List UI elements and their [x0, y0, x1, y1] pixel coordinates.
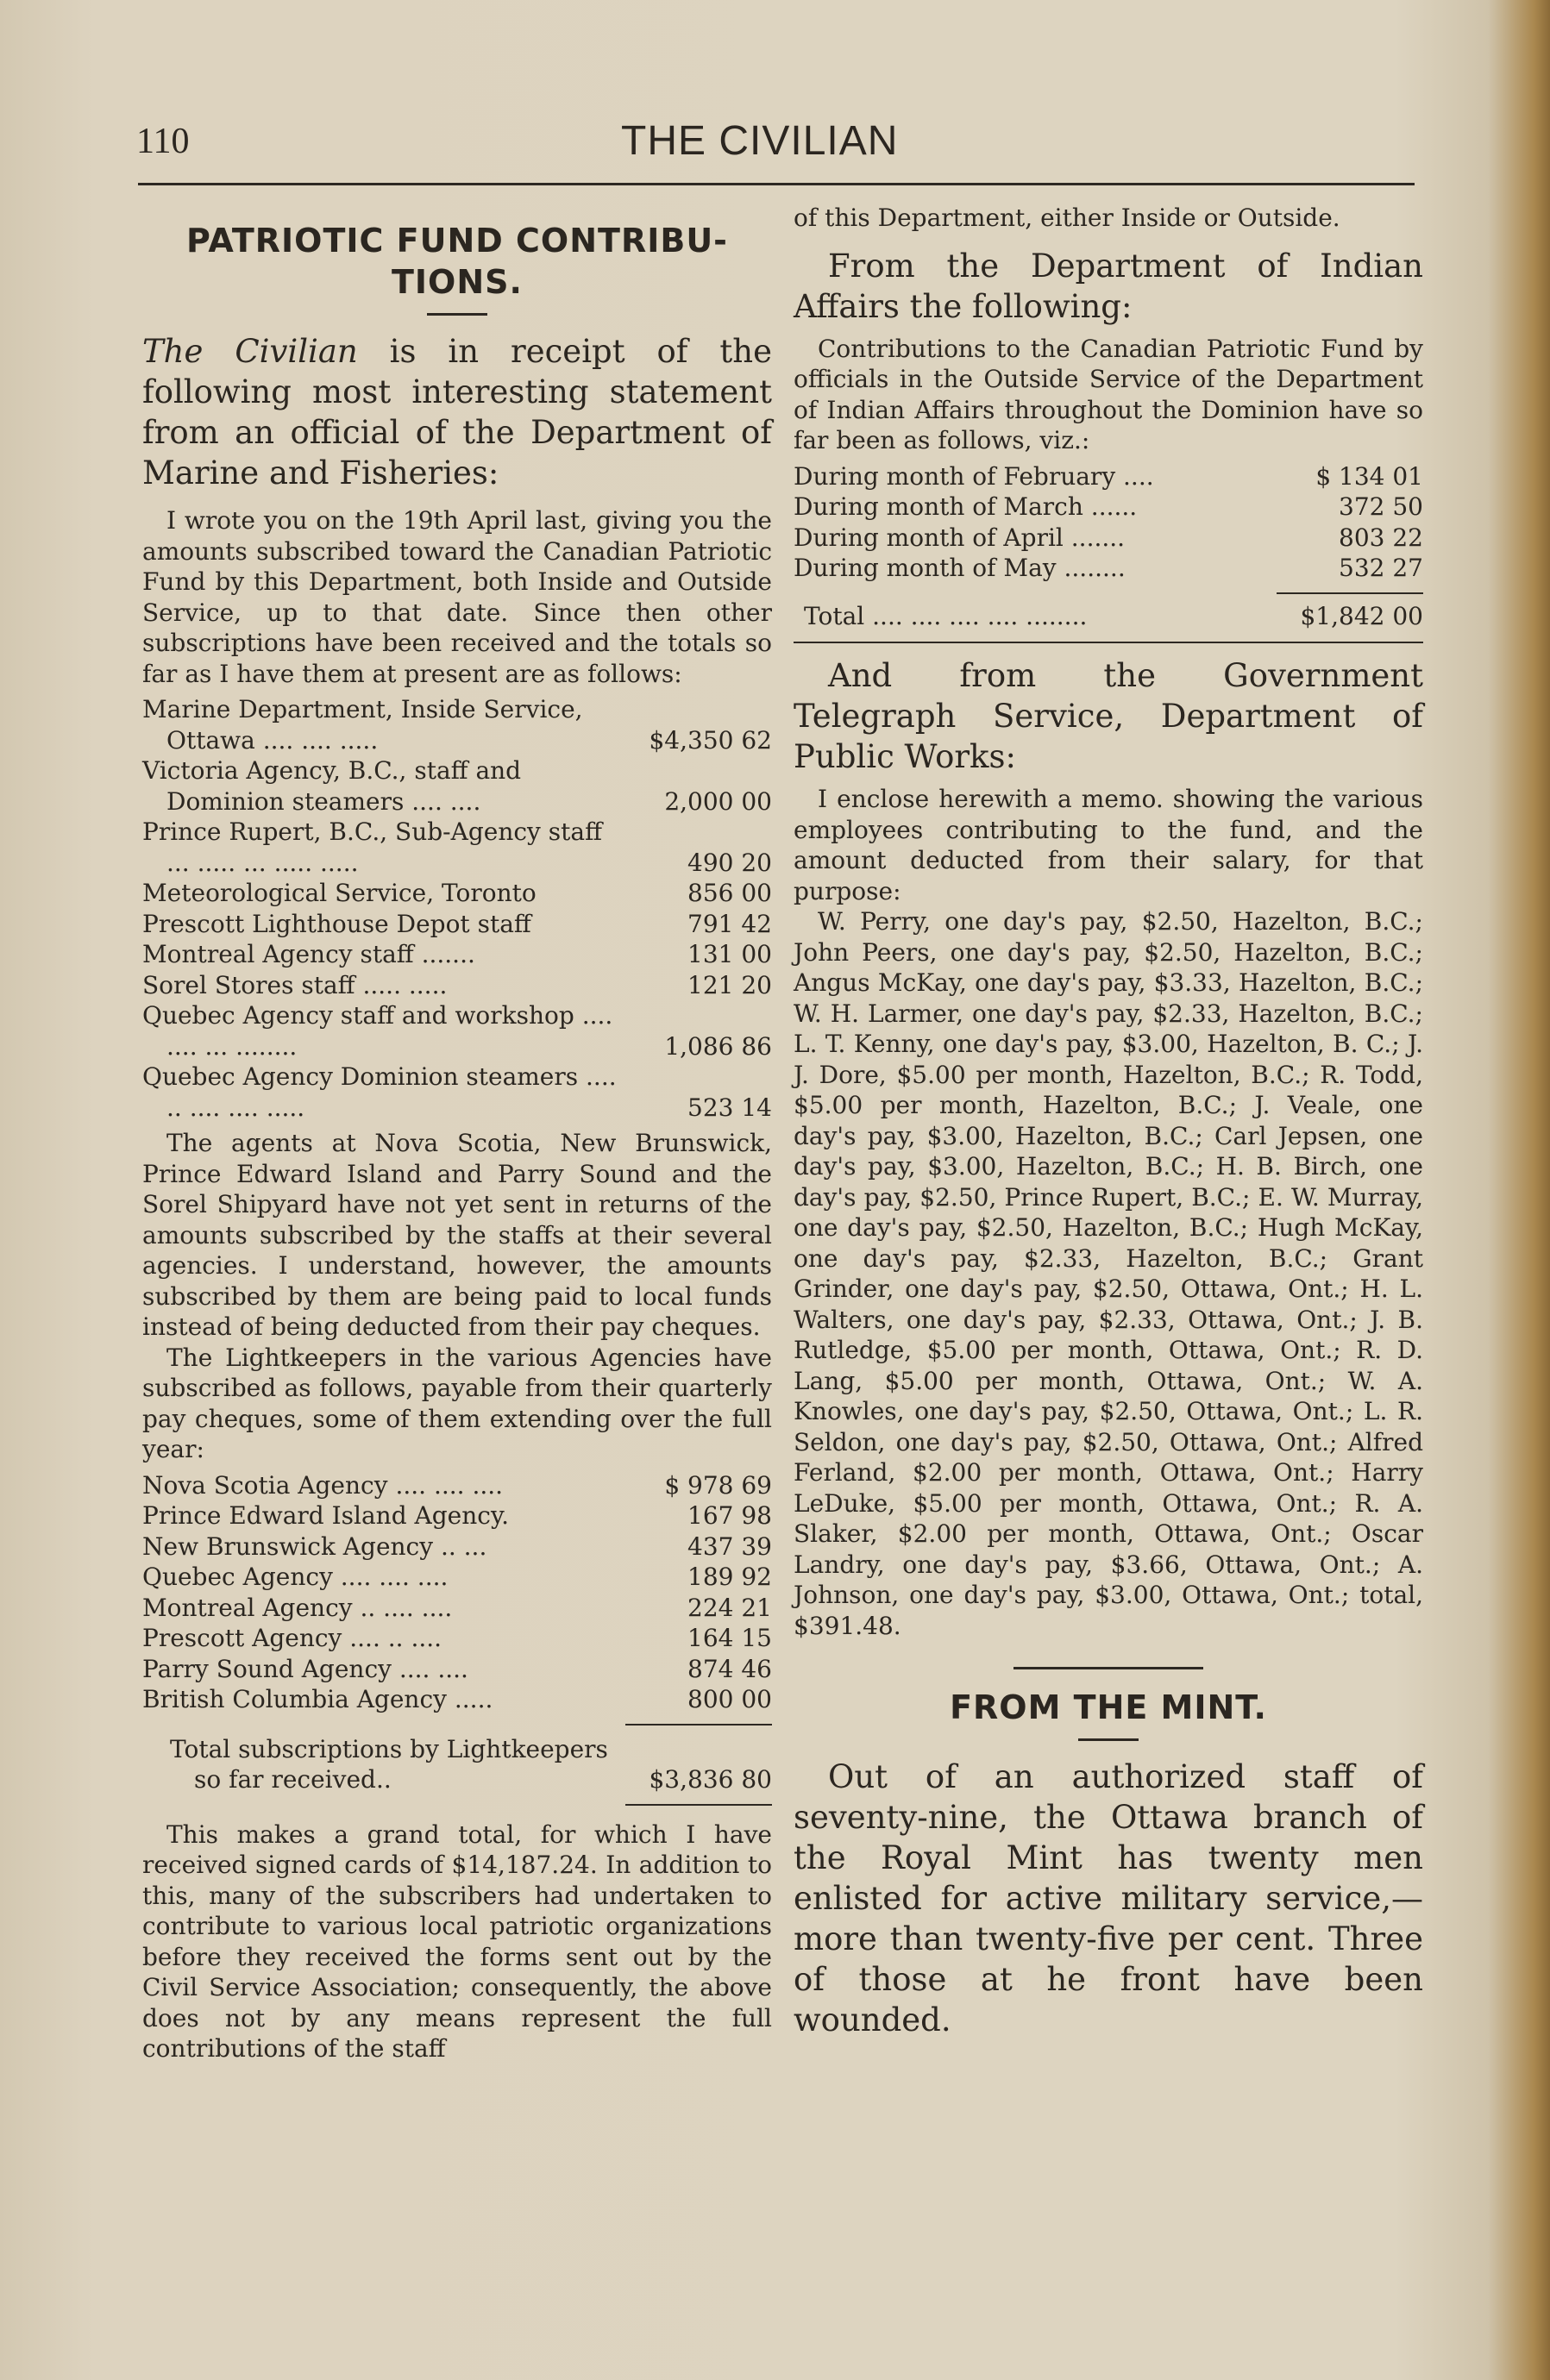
lightkeepers-table-row [142, 1593, 772, 1624]
lightkeepers-table-label: British Columbia Agency ..... [142, 1685, 493, 1713]
indian-affairs-table [794, 461, 1423, 584]
lightkeepers-table-label: Quebec Agency .... .... .... [142, 1563, 449, 1591]
marine-table-row [142, 939, 772, 970]
lightkeepers-table-label: Parry Sound Agency .... .... [142, 1654, 468, 1683]
letter-paragraph-4: This makes a grand total, for which I have received signed cards of $14,187.24. In addition to this, many of the subscribers had undertaken to contribute to various local patriotic organizations before they received the forms sent out by the Civil Service Association; consequently, the above does not by any means represent the full contributions of the staff [142, 1819, 772, 2063]
article-heading-patriotic-fund: PATRIOTIC FUND CONTRIBU-TIONS. [186, 222, 728, 301]
telegraph-heading: And from the Government Telegraph Service, Department of Public Works: [794, 657, 1423, 775]
marine-table-amount: 856 00 [687, 879, 772, 907]
telegraph-paragraph-1: I enclose herewith a memo. showing the various employees contributing to the fund, and the amount deducted from their salary, for that purpose: [794, 785, 1423, 905]
marine-table-row [142, 817, 772, 878]
letter-paragraph-3: The Lightkeepers in the various Agencies have subscribed as follows, payable from their quarterly pay cheques, some of them extending over the full year: [142, 1343, 772, 1463]
letter-paragraph-2: The agents at Nova Scotia, New Brunswick, Prince Edward Island and Parry Sound and the Sorel Shipyard have not yet sent in returns of the amounts subscribed by the staffs at their several agencies. I understand, however, the amounts subscribed by them are being paid to local funds instead of being deducted from their pay cheques. [142, 1129, 772, 1341]
marine-table-row [142, 970, 772, 1001]
lightkeepers-table-row [142, 1500, 772, 1531]
intro-text: is in receipt of the following most interesting statement from an official of the Department of Marine and Fisheries: [142, 333, 772, 492]
marine-table-row [142, 878, 772, 909]
indian-affairs-total [794, 601, 1423, 632]
marine-table-row [142, 909, 772, 940]
marine-table-amount: 791 42 [687, 909, 772, 938]
marine-table-label: Prince Rupert, B.C., Sub-Agency staff ... ..... ... ..... ..... [142, 817, 602, 877]
months-table-row [794, 553, 1423, 584]
months-table-amount: 803 22 [1339, 523, 1423, 552]
months-table-label: During month of May ........ [794, 554, 1126, 582]
intro-italic: The Civilian [142, 333, 358, 370]
lightkeepers-table-amount: 437 39 [687, 1531, 772, 1561]
lightkeepers-table-amount: 167 98 [687, 1501, 772, 1530]
months-table-row [794, 523, 1423, 554]
months-table-label: During month of February .... [794, 461, 1154, 491]
letter-paragraph-1: I wrote you on the 19th April last, giving you the amounts subscribed toward the Canadian Patriotic Fund by this Department, both Inside and Outside Service, up to that date. Since then other subscriptions have been received and the totals so far as I have them at present are as follows: [142, 506, 772, 688]
page-header [0, 112, 1550, 181]
marine-table-label: Meteorological Service, Toronto [142, 879, 537, 907]
sum-rule [625, 1724, 772, 1726]
marine-table-label: Quebec Agency Dominion steamers .... .. .... .... ..... [142, 1062, 617, 1122]
lightkeepers-table-row [142, 1531, 772, 1563]
lightkeepers-table-label: Montreal Agency .. .... .... [142, 1593, 453, 1622]
lightkeepers-table-label: Prince Edward Island Agency. [142, 1501, 509, 1530]
marine-table-label: Quebec Agency staff and workshop .... .... ... ........ [142, 1001, 613, 1061]
publication-title: THE CIVILIAN [621, 118, 899, 164]
marine-table-row [142, 755, 772, 817]
months-table-row [794, 492, 1423, 523]
marine-table-label: Marine Department, Inside Service, Ottawa .... .... ..... [142, 695, 583, 755]
marine-table-amount: 490 20 [687, 848, 772, 877]
months-sum-rule [1277, 592, 1423, 594]
article-heading-mint: FROM THE MINT. [950, 1688, 1267, 1726]
marine-table-amount: 1,086 86 [664, 1031, 772, 1061]
lightkeepers-table-amount: 189 92 [687, 1563, 772, 1591]
intro-paragraph [142, 331, 772, 493]
lightkeepers-table-row [142, 1684, 772, 1715]
months-total-amount: $1,842 00 [1300, 601, 1423, 630]
marine-table-amount: 131 00 [687, 940, 772, 968]
indian-affairs-text: Contributions to the Canadian Patriotic Fund by officials in the Outside Service of the Department of Indian Affairs throughout the Dominion have so far been as follows, viz.: [794, 334, 1423, 454]
months-table-amount: $ 134 01 [1315, 461, 1423, 491]
page-number: 110 [136, 122, 190, 161]
months-table-amount: 532 27 [1339, 554, 1423, 582]
months-table-label: During month of March ...... [794, 492, 1138, 521]
months-table-row [794, 461, 1423, 492]
mint-paragraph: Out of an authorized staff of seventy-nine, the Ottawa branch of the Royal Mint has twenty men enlisted for active military service,—more than twenty-five per cent. Three of those at he front have been wounded. [794, 1758, 1423, 2039]
marine-table-amount: 523 14 [687, 1093, 772, 1122]
lightkeepers-table [142, 1470, 772, 1715]
lightkeepers-table-row [142, 1623, 772, 1654]
lightkeepers-table-amount: 800 00 [687, 1685, 772, 1713]
months-table-amount: 372 50 [1339, 492, 1423, 521]
left-column [142, 203, 772, 2064]
total-amount: $3,836 80 [649, 1765, 772, 1794]
marine-contributions-table [142, 694, 772, 1123]
section-divider [1013, 1667, 1203, 1669]
marine-table-row [142, 1000, 772, 1062]
marine-table-row [142, 694, 772, 755]
right-column [794, 203, 1423, 2040]
lightkeepers-table-amount: 164 15 [687, 1624, 772, 1652]
marine-table-label: Sorel Stores staff ..... ..... [142, 970, 448, 999]
months-total-label: Total .... .... .... .... ........ [804, 601, 1088, 630]
total-label: Total subscriptions by Lightkeepers so far received.. [170, 1734, 608, 1794]
header-rule [138, 183, 1415, 185]
mint-heading-divider [1078, 1738, 1139, 1741]
months-total-rule [794, 642, 1423, 643]
heading-divider [427, 313, 487, 316]
lightkeepers-table-label: New Brunswick Agency .. ... [142, 1531, 487, 1561]
marine-table-label: Victoria Agency, B.C., staff and Dominion steamers .... .... [142, 756, 522, 816]
lightkeepers-table-label: Prescott Agency .... .. .... [142, 1624, 442, 1652]
marine-table-label: Prescott Lighthouse Depot staff [142, 909, 531, 938]
lightkeepers-table-amount: $ 978 69 [664, 1470, 772, 1500]
marine-table-amount: 121 20 [687, 970, 772, 999]
telegraph-paragraph-2: W. Perry, one day's pay, $2.50, Hazelton, B.C.; John Peers, one day's pay, $2.50, Hazelton, B.C.; Angus McKay, one day's pay, $3.33, Hazelton, B.C.; W. H. Larmer, one day's pay, $2.33, Hazelton, B.C.; L. T. Kenny, one day's pay, $3.00, Hazelton, B. C.; J. J. Dore, $5.00 per month, Hazelton, B.C.; R. Todd, $5.00 per month, Hazelton, B.C.; J. Veale, one day's pay, $3.00, Hazelton, B.C.; Carl Jepsen, one day's pay, $3.00, Hazelton, B.C.; H. B. Birch, one day's pay, $2.50, Prince Rupert, B.C.; E. W. Murray, one day's pay, $2.50, Hazelton, B.C.; Hugh McKay, one day's pay, $2.33, Hazelton, B.C.; Grant Grinder, one day's pay, $2.50, Ottawa, Ont.; H. L. Walters, one day's pay, $2.33, Ottawa, Ont.; J. B. Rutledge, $5.00 per month, Ottawa, Ont.; R. D. Lang, $5.00 per month, Ottawa, Ont.; W. A. Knowles, one day's pay, $2.50, Ottawa, Ont.; L. R. Seldon, one day's pay, $2.50, Ottawa, Ont.; Alfred Ferland, $2.00 per month, Ottawa, Ont.; Harry LeDuke, $5.00 per month, Ottawa, Ont.; R. A. Slaker, $2.00 per month, Ottawa, Ont.; Oscar Landry, one day's pay, $3.66, Ottawa, Ont.; A. Johnson, one day's pay, $3.00, Ottawa, Ont.; total, $391.48. [794, 907, 1423, 1640]
marine-table-row [142, 1062, 772, 1123]
lightkeepers-total [142, 1734, 772, 1795]
months-table-label: During month of April ....... [794, 523, 1126, 552]
lightkeepers-table-row [142, 1654, 772, 1685]
lightkeepers-table-label: Nova Scotia Agency .... .... .... [142, 1470, 504, 1500]
lightkeepers-table-row [142, 1562, 772, 1593]
sum-rule-bottom [625, 1804, 772, 1806]
marine-table-amount: 2,000 00 [664, 786, 772, 816]
continuation-text: of this Department, either Inside or Outside. [794, 204, 1340, 232]
marine-table-label: Montreal Agency staff ....... [142, 940, 475, 968]
marine-table-amount: $4,350 62 [649, 725, 772, 755]
lightkeepers-table-amount: 224 21 [687, 1593, 772, 1622]
lightkeepers-table-row [142, 1470, 772, 1501]
indian-affairs-heading: From the Department of Indian Affairs the following: [794, 247, 1423, 325]
lightkeepers-table-amount: 874 46 [687, 1654, 772, 1683]
